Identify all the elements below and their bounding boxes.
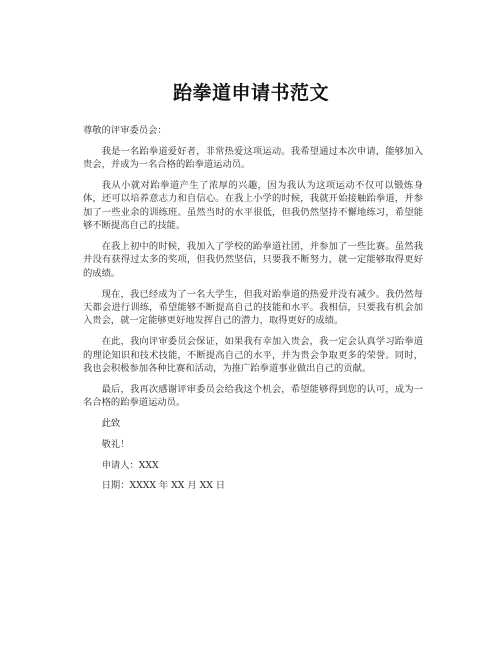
salutation: 尊敬的评审委员会：: [83, 125, 167, 136]
closing-line-1: 此致: [101, 418, 121, 430]
paragraph-1: 我是一名跆拳道爱好者，非常热爱这项运动。我希望通过本次申请，能够加入贵会，并成为一名合格的跆拳道运动员。: [83, 145, 423, 171]
paragraph-3: 在我上初中的时候，我加入了学校的跆拳道社团，并参加了一些比赛。虽然我并没有获得过太多的奖项，但我仍然坚信，只要我不断努力，就一定能够取得更好的成绩。: [83, 241, 423, 279]
paragraph-6: 最后，我再次感谢评审委员会给我这个机会，希望能够得到您的认可，成为一名合格的跆拳道运动员。: [83, 383, 423, 409]
paragraph-2: 我从小就对跆拳道产生了浓厚的兴趣，因为我认为这项运动不仅可以锻炼身体，还可以培养意志力和自信心。在我上小学的时候，我就开始接触跆拳道，并参加了一些业余的训练班。虽然当时的水平很低，但我仍然坚持不懈地练习，希望能够不断提高自己的技能。: [83, 180, 423, 232]
date-line: 日期：XXXX 年 XX 月 XX 日: [101, 480, 226, 492]
paragraph-5: 在此，我向评审委员会保证，如果我有幸加入贵会，我一定会认真学习跆拳道的理论知识和技术技能，不断提高自己的水平，并为贵会争取更多的荣誉。同时，我也会积极参加各种比赛和活动，为推广跆拳道事业做出自己的贡献。: [83, 336, 423, 375]
applicant-line: 申请人：XXX: [101, 459, 159, 471]
document-body: [83, 124, 423, 500]
closing-line-2: 敬礼！: [101, 438, 130, 450]
paragraph-4: 现在，我已经成为了一名大学生，但我对跆拳道的热爱并没有减少。我仍然每天都会进行训练，希望能够不断提高自己的技能和水平。我相信，只要我有机会加入贵会，就一定能够更好地发挥自己的潜力，取得更好的成绩。: [83, 288, 423, 327]
document-title: 跆拳道申请书范文: [172, 82, 329, 104]
